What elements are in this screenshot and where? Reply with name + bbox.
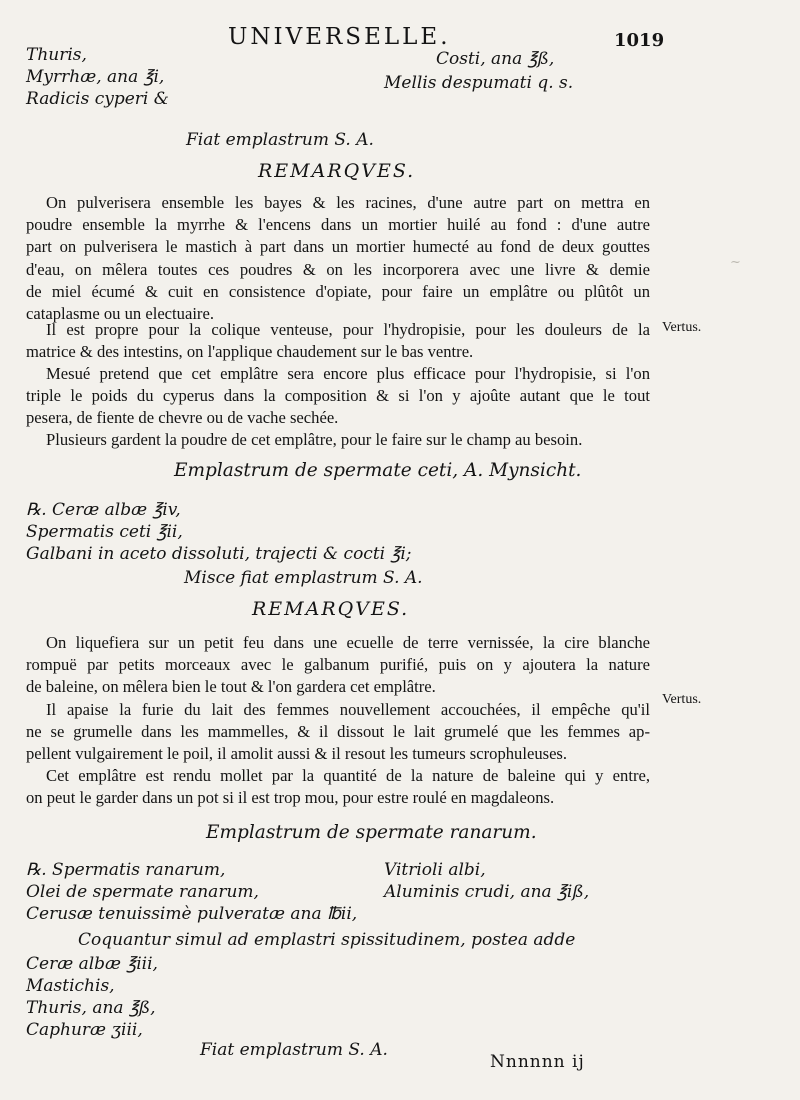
text-line: On liquefiera sur un petit feu dans une ecuelle de terre vernissée, la cire blanche (46, 633, 650, 652)
margin-note-vertus-1: Vertus. (662, 320, 702, 335)
text-line: triple le poids du cyperus dans la composition & si l'on y ajoûte autant que le tout (26, 386, 650, 406)
signature-mark: Nnnnnn ij (490, 1052, 585, 1072)
recipe3-more-4: Caphuræ ʒiii, (26, 1020, 143, 1040)
page-number: 1019 (614, 30, 665, 51)
text-line: de baleine, on mêlera bien le tout & l'on gardera cet emplâtre. (26, 677, 436, 697)
remarks1-paragraph-3 (26, 363, 650, 430)
text-line: Mesué pretend que cet emplâtre sera encore plus efficace pour l'hydropisie, si l'on (46, 364, 650, 383)
recipe3-more-3: Thuris, ana ℥ß, (26, 998, 156, 1018)
bleed-through-mark: ~ (730, 255, 741, 270)
remarks1-paragraph-4 (26, 429, 650, 451)
remarks2-paragraph-1 (26, 632, 650, 699)
recipe1-left-1: Thuris, (26, 45, 87, 65)
text-line: poudre ensemble la myrrhe & l'encens dans un mortier huilé au fond : d'une autre (26, 215, 650, 235)
recipe2-line-1: ℞. Ceræ albæ ℥iv, (26, 500, 181, 520)
text-line: Il apaise la furie du lait des femmes nouvellement accouchées, il empêche qu'il (46, 700, 650, 719)
recipe3-left-3: Cerusæ tenuissimè pulveratæ ana ℔ii, (26, 904, 358, 924)
text-line: On pulverisera ensemble les bayes & les racines, d'une autre part on mettra en (46, 193, 650, 212)
recipe2-line-2: Spermatis ceti ℥ii, (26, 522, 183, 542)
recipe1-left-2: Myrrhæ, ana ℥i, (26, 67, 165, 87)
margin-note-vertus-2: Vertus. (662, 692, 702, 707)
recipe1-right-2: Mellis despumati q. s. (384, 73, 574, 93)
recipe3-final: Fiat emplastrum S. A. (200, 1040, 388, 1060)
recipe2-line-3: Galbani in aceto dissoluti, trajecti & cocti ℥i; (26, 544, 412, 564)
recipe3-more-2: Mastichis, (26, 976, 115, 996)
text-line: d'eau, on mêlera toutes ces poudres & on les incorporera avec une livre & demie (26, 259, 650, 279)
recipe1-final: Fiat emplastrum S. A. (186, 130, 374, 150)
recipe3-right-1: Vitrioli albi, (384, 860, 486, 880)
remarks1-paragraph-1 (26, 192, 650, 325)
text-line: pesera, de fiente de chevre ou de vache sechée. (26, 408, 339, 428)
recipe3-left-1: ℞. Spermatis ranarum, (26, 860, 226, 880)
running-header: UNIVERSELLE. (228, 24, 451, 50)
recipe1-left-3: Radicis cyperi & (26, 89, 169, 109)
remarks2-heading: REMARQVES. (252, 598, 410, 620)
text-line: Cet emplâtre est rendu mollet par la quantité de la nature de baleine qui y entre, (46, 766, 650, 785)
text-line: Il est propre pour la colique venteuse, pour l'hydropisie, pour les douleurs de la (46, 320, 650, 339)
remarks2-paragraph-2 (26, 699, 650, 766)
recipe2-title: Emplastrum de spermate ceti, A. Mynsicht. (174, 460, 582, 481)
recipe1-right-1: Costi, ana ℥ß, (436, 49, 555, 69)
recipe2-final: Misce fiat emplastrum S. A. (184, 568, 423, 588)
text-line: cataplasme ou un electuaire. (26, 304, 214, 324)
text-line: matrice & des intestins, on l'applique chaudement sur le bas ventre. (26, 342, 474, 362)
remarks1-heading: REMARQVES. (258, 160, 416, 182)
recipe3-right-2: Aluminis crudi, ana ℥iß, (384, 882, 590, 902)
text-line: pellent vulgairement le poil, il amolit aussi & il resout les tumeurs scrophuleuses. (26, 744, 568, 764)
text-line: on peut le garder dans un pot si il est trop mou, pour estre roulé en magdaleons. (26, 788, 555, 808)
recipe3-left-2: Olei de spermate ranarum, (26, 882, 259, 902)
remarks1-paragraph-2 (26, 319, 650, 363)
text-line: Plusieurs gardent la poudre de cet emplâtre, pour le faire sur le champ au besoin. (46, 430, 583, 449)
text-line: ne se grumelle dans les mammelles, & il dissout le lait grumelé que les femmes ap- (26, 722, 650, 742)
recipe3-instruction: Coquantur simul ad emplastri spissitudinem, postea adde (78, 930, 576, 950)
text-line: part on pulverisera le mastich à part dans un mortier humecté au fond de deux gouttes (26, 237, 650, 257)
recipe3-more-1: Ceræ albæ ℥iii, (26, 954, 158, 974)
recipe3-title: Emplastrum de spermate ranarum. (206, 822, 537, 843)
text-line: rompuë par petits morceaux avec le galbanum purifié, puis on y ajoutera la nature (26, 655, 650, 675)
remarks2-paragraph-3 (26, 765, 650, 809)
text-line: de miel écumé & cuit en consistence d'opiate, pour faire un emplâtre ou plûtôt un (26, 281, 650, 301)
